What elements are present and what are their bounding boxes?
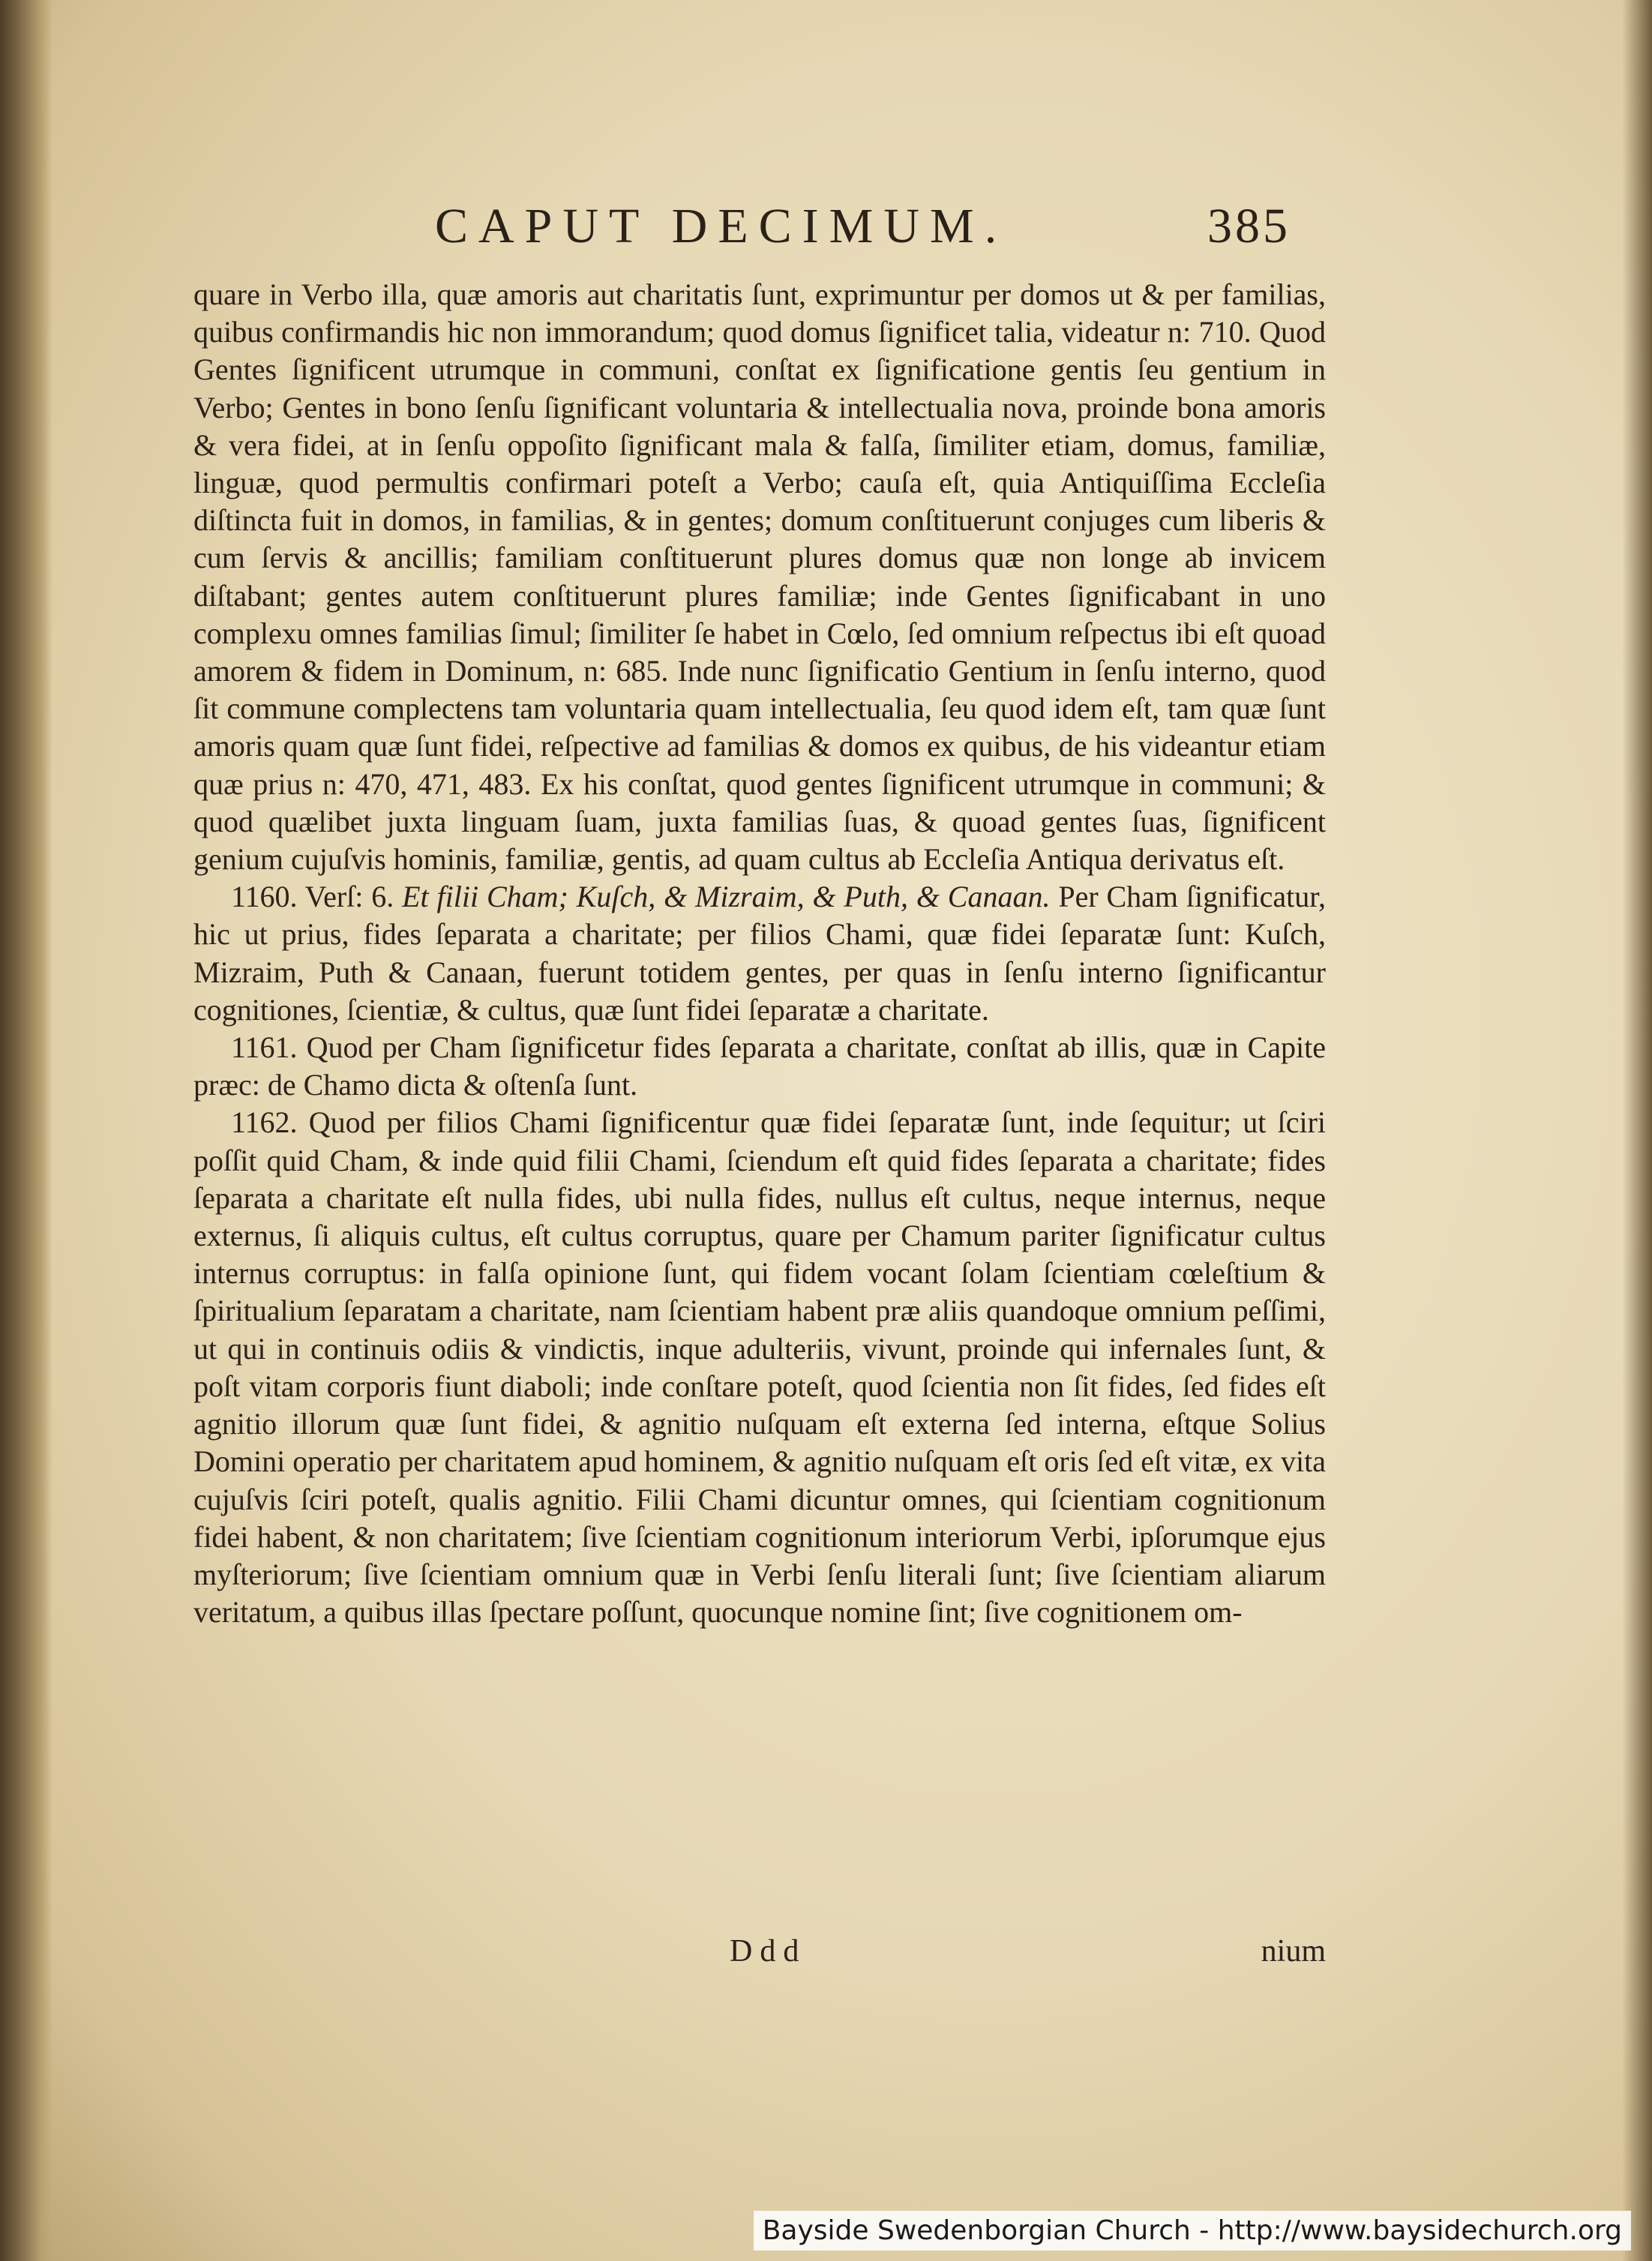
catchword: nium — [1261, 1934, 1326, 1969]
paragraph-number: 1161. — [231, 1030, 298, 1065]
paragraph-text: Per Cham ſignificatur, hic ut prius, fides ſeparata a charitate; per filios Chami, quæ fidei ſeparatæ ſunt: Kuſch, Mizraim, Puth & Canaan, fuerunt totidem gentes, per quas in ſenſu interno ſignificantur cognitiones, ſcientiæ, & cultus, quæ ſunt fidei ſeparatæ a charitate. — [193, 880, 1327, 1027]
page-footer — [193, 1933, 1326, 1978]
paragraph-number: 1162. — [231, 1105, 298, 1140]
paragraph-number: 1160. — [231, 880, 298, 914]
verse-reference: Verſ: 6. — [304, 880, 394, 914]
signature-mark: Ddd — [730, 1934, 807, 1969]
paragraph-1162 — [193, 1104, 1326, 1631]
page-header — [180, 187, 1320, 270]
page-number: 385 — [1207, 199, 1291, 253]
watermark-caption: Bayside Swedenborgian Church - http://www.baysidechurch.org — [754, 2211, 1631, 2251]
paragraph-1161 — [193, 1029, 1326, 1104]
paragraph-text: Quod per filios Chami ſignificentur quæ fidei ſeparatæ ſunt, inde ſequitur; ut ſciri poſſit quid Cham, & inde quid filii Chami, ſciendum eſt quid fides ſeparata a charitate; fides ſeparata a charitate eſt nulla fides, ubi nulla fides, nullus eſt cultus, neque internus, neque externus, ſi aliquis cultus, eſt cultus corruptus, quare per Chamum pariter ſignificatur cultus internus corruptus: in falſa opinione ſunt, qui fidem vocant ſolam ſcientiam cœleſtium & ſpiritualium ſeparatam a charitate, nam ſcientiam habent præ aliis quandoque omnium peſſimi, ut qui in continuis odiis & vindictis, inque adulteriis, vivunt, proinde qui infernales ſunt, & poſt vitam corporis fiunt diaboli; inde conſtare poteſt, quod ſcientia non ſit fides, ſed fides eſt agnitio illorum quæ ſunt fidei, & agnitio nuſquam eſt externa ſed interna, eſtque Solius Domini operatio per charitatem apud hominem, & agnitio nuſquam eſt oris ſed eſt vitæ, ex vita cujuſvis ſciri poteſt, qualis agnitio. Filii Chami dicuntur omnes, qui ſcientiam cognitionum fidei habent, & non charitatem; ſive ſcientiam cognitionum interiorum Verbi, ipſorumque ejus myſteriorum; ſive ſcientiam omnium quæ in Verbi ſenſu literali ſunt; ſive ſcientiam aliarum veritatum, a quibus illas ſpectare poſſunt, quocunque nomine ſint; ſive cognitionem om- — [193, 1105, 1327, 1630]
book-gutter — [0, 0, 52, 2261]
running-head: CAPUT DECIMUM. — [435, 199, 1008, 253]
paragraph-1160 — [193, 878, 1326, 1029]
paragraph-continuation — [193, 276, 1326, 878]
paragraph-text: Quod per Cham ſignificetur fides ſeparata a charitate, conſtat ab illis, quæ in Capite præc: de Chamo dicta & oſtenſa ſunt. — [193, 1030, 1327, 1102]
paragraph-text: quare in Verbo illa, quæ amoris aut charitatis ſunt, exprimuntur per domos ut & per familias, quibus confirmandis hic non immorandum; quod domus ſignificet talia, videatur n: 710. Quod Gentes ſignificent utrumque in communi, conſtat ex ſignificatione gentis ſeu gentium in Verbo; Gentes in bono ſenſu ſignificant voluntaria & intellectualia nova, proinde bona amoris & vera fidei, at in ſenſu oppoſito ſignificant mala & falſa, ſimiliter etiam, domus, familiæ, linguæ, quod permultis confirmari poteſt a Verbo; cauſa eſt, quia Antiquiſſima Eccleſia diſtincta fuit in domos, in familias, & in gentes; domum conſtituerunt conjuges cum liberis & cum ſervis & ancillis; familiam conſtituerunt plures domus quæ non longe ab invicem diſtabant; gentes autem conſtituerunt plures familiæ; inde Gentes ſignificabant in uno complexu omnes familias ſimul; ſimiliter ſe habet in Cœlo, ſed omnium reſpectus ibi eſt quoad amorem & fidem in Dominum, n: 685. Inde nunc ſignificatio Gentium in ſenſu interno, quod ſit commune complectens tam voluntaria quam intellectualia, ſeu quod idem eſt, tam quæ ſunt amoris quam quæ ſunt fidei, reſpective ad familias & domos ex quibus, de his videantur etiam quæ prius n: 470, 471, 483. Ex his conſtat, quod gentes ſignificent utrumque in communi; & quod quælibet juxta linguam ſuam, juxta familias ſuas, & quoad gentes ſuas, ſignificent genium cujuſvis hominis, familiæ, gentis, ad quam cultus ab Eccleſia Antiqua derivatus eſt. — [193, 277, 1326, 877]
verse-quotation: Et filii Cham; Kuſch, & Mizraim, & Puth, & Canaan. — [402, 880, 1051, 914]
page-edge-shadow — [1622, 0, 1652, 2261]
body-text — [193, 276, 1326, 1631]
